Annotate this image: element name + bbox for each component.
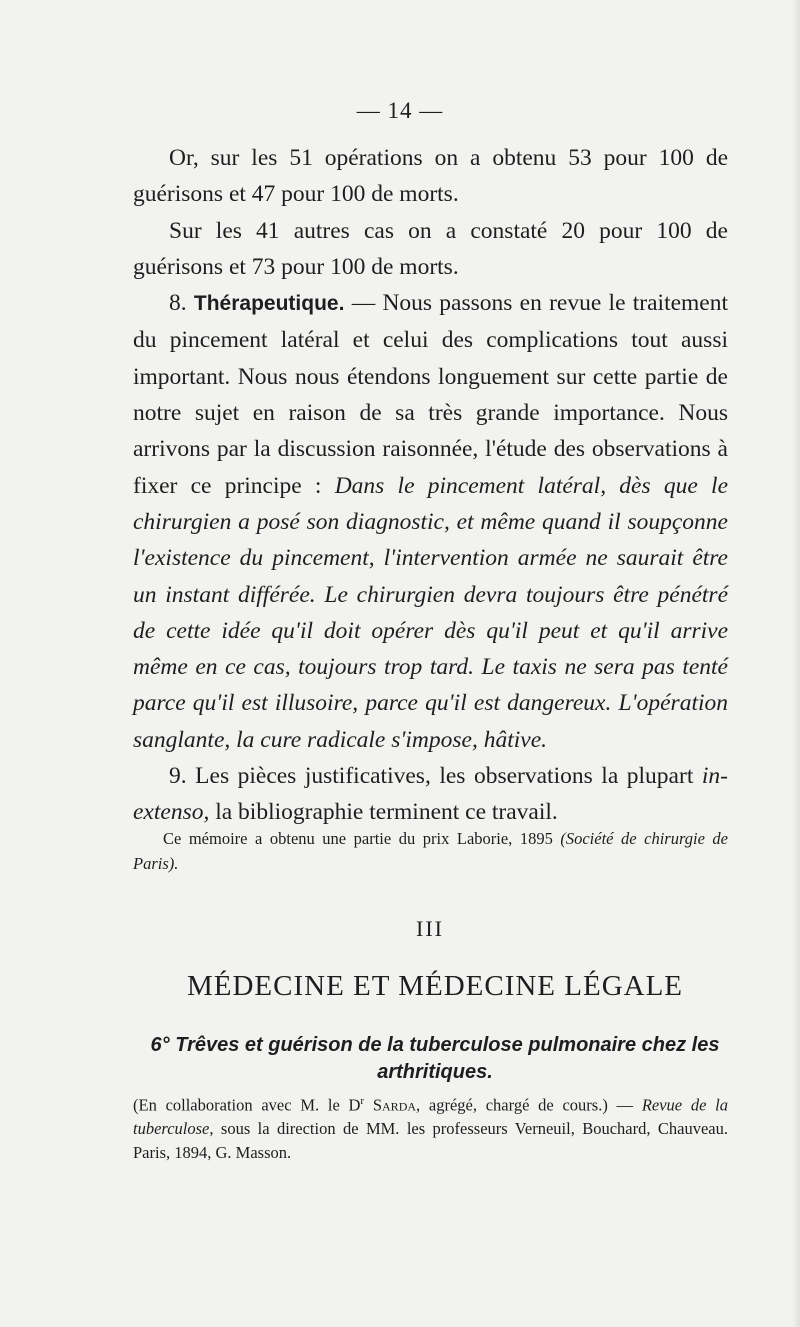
body-text xyxy=(133,140,728,831)
footnote-italic: (Société de chirurgie de Paris). xyxy=(133,829,729,873)
paragraph-4 xyxy=(133,758,728,831)
paragraph-1: Or, sur les 51 opérations on a obtenu 53 pour 100 de guérisons et 47 pour 100 de morts. xyxy=(133,145,728,208)
therapeutique-heading: Thérapeutique. xyxy=(193,292,345,316)
section-title: MÉDECINE ET MÉDECINE LÉGALE xyxy=(186,970,684,1002)
footnote-text: Ce mémoire a obtenu une partie du prix Laborie, 1895 xyxy=(163,829,553,848)
citation-journal: Revue de la tuberculose xyxy=(133,1095,729,1138)
citation-part-2: , agrégé, chargé de cours.) — xyxy=(416,1095,634,1115)
section-number: III xyxy=(416,916,444,941)
paragraph-3-italic-principle: Dans le pincement latéral, dès que le chirurgien a posé son diagnostic, et même quand il soupçonne l'existence du pincement, l'intervention armée ne saurait être un instant différée. Le chirurgien devra toujours être pénétré de cette idée qu'il doit opérer dès qu'il peut et qu'il arrive même en ce cas, toujours trop tard. Le taxis ne sera pas tenté parce qu'il est illusoire, parce qu'il est dangereux. L'opération sanglante, la cure radicale s'impose, hâtive. xyxy=(133,472,728,753)
citation xyxy=(133,1090,728,1164)
paragraph-4-italic: in-extenso, xyxy=(133,763,728,826)
citation-sup: r xyxy=(360,1095,365,1107)
paragraph-4-end: la bibliographie terminent ce travail. xyxy=(215,799,558,826)
page-edge-shadow xyxy=(792,0,800,1327)
citation-author-name: Sarda xyxy=(372,1095,417,1115)
paragraph-3-text: — Nous passons en revue le traitement du pincement latéral et celui des complications tout aussi important. Nous nous étendons longuement sur cette partie de notre sujet en raison de sa très grande importance. Nous arrivons par la discussion raisonnée, l'étude des observations à fixer ce principe : xyxy=(133,290,729,499)
citation-part-3: , sous la direction de MM. les professeurs Verneuil, Bouchard, Chauveau. Paris, 1894, G. Masson. xyxy=(133,1119,728,1162)
subsection-title: 6° Trêves et guérison de la tuberculose pulmonaire chez les arthritiques. xyxy=(150,1034,720,1083)
paragraph-4-start: 9. Les pièces justificatives, les observations la plupart xyxy=(169,763,694,790)
paragraph-3-number: 8. xyxy=(169,290,187,317)
page-number: — 14 — xyxy=(356,98,444,123)
footnote xyxy=(133,826,728,876)
paragraph-2: Sur les 41 autres cas on a constaté 20 pour 100 de guérisons et 73 pour 100 de morts. xyxy=(133,217,728,280)
citation-part-1: (En collaboration avec M. le D xyxy=(133,1095,361,1115)
paragraph-3 xyxy=(133,285,728,758)
